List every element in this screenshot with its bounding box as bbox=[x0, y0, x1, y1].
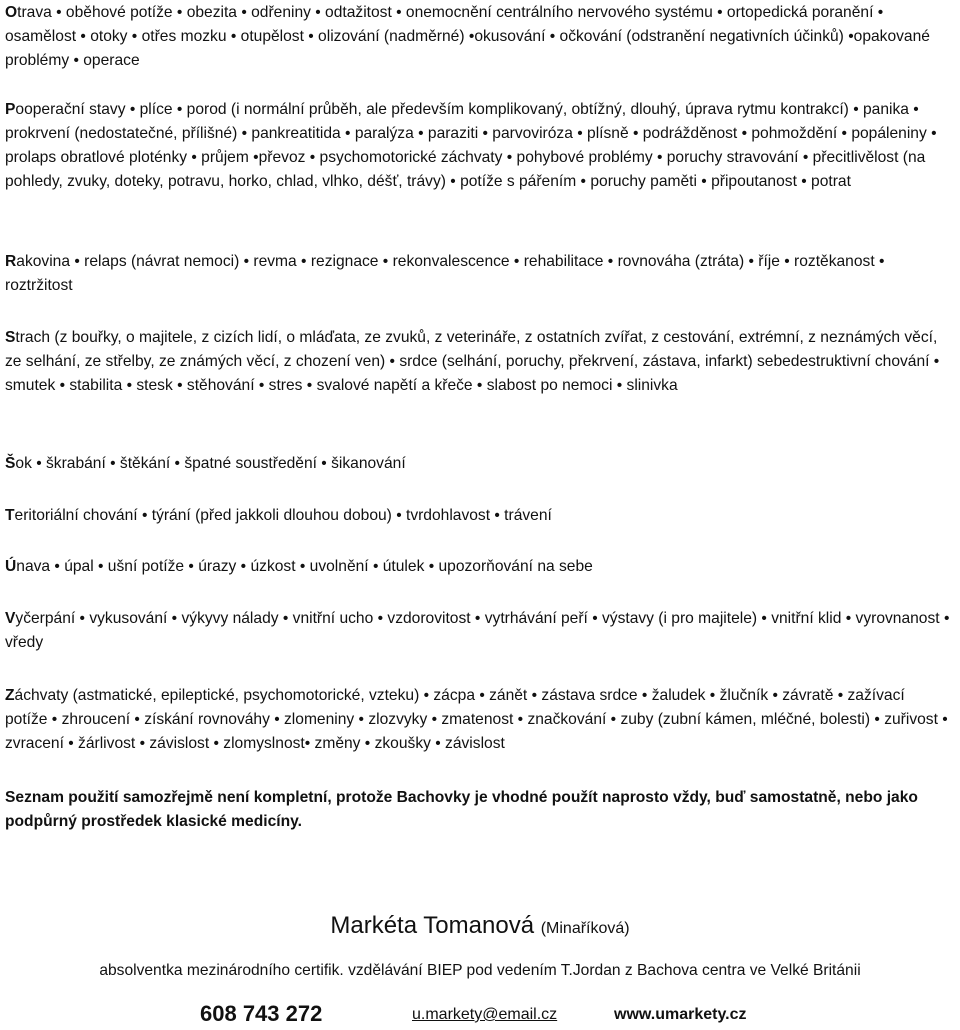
paragraph-text: eritoriální chování • týrání (před jakkoli dlouhou dobou) • tvrdohlavost • trávení bbox=[14, 507, 552, 524]
paragraph-initial: O bbox=[5, 4, 18, 21]
disclaimer-note: Seznam použití samozřejmě není kompletní, protože Bachovky je vhodné použít naprosto vždy, buď samostatně, nebo jako podpůrný prostředek klasické medicíny. bbox=[5, 789, 918, 830]
paragraph-r bbox=[5, 250, 950, 298]
paragraph-initial: P bbox=[5, 101, 16, 118]
paragraph-text: ok • škrabání • štěkání • špatné soustředění • šikanování bbox=[15, 455, 406, 472]
paragraph-z bbox=[5, 684, 950, 756]
author-maiden-name: (Minaříková) bbox=[540, 920, 630, 937]
paragraph-sh bbox=[5, 452, 950, 476]
paragraph-text: yčerpání • vykusování • výkyvy nálady • vnitřní ucho • vzdorovitost • vytrhávání peří • výstavy (i pro majitele) • vnitřní klid • vyrovnanost • vředy bbox=[5, 610, 950, 651]
phone-number: 608 743 272 bbox=[200, 1001, 323, 1026]
paragraph-u bbox=[5, 555, 950, 579]
paragraph-s bbox=[5, 326, 950, 398]
paragraph-text: nava • úpal • ušní potíže • úrazy • úzkost • uvolnění • útulek • upozorňování na sebe bbox=[16, 558, 593, 575]
paragraph-initial: R bbox=[5, 253, 17, 270]
website-link[interactable]: www.umarkety.cz bbox=[614, 1006, 747, 1023]
author-name-text: Markéta Tomanová bbox=[330, 912, 535, 939]
paragraph-initial: V bbox=[5, 610, 16, 627]
paragraph-initial: S bbox=[5, 329, 16, 346]
paragraph-text: trach (z bouřky, o majitele, z cizích lidí, o mláďata, ze zvuků, z veterináře, z ostatních zvířat, z cestování, extrémní, z neznámých věcí, ze selhání, ze střelby, ze známých věcí, z chození ven) • srdce (selhání, poruchy, překrvení, zástava, infarkt) sebedestruktivní chování • smutek • stabilita • stesk • stěhování • stres • svalové napětí a křeče • slabost po nemoci • slinivka bbox=[5, 329, 940, 394]
paragraph-text: trava • oběhové potíže • obezita • odřeniny • odtažitost • onemocnění centrálního nervového systému • ortopedická poranění • osamělost • otoky • otřes mozku • otupělost • olizování (nadměrné) •okusování • očkování (odstranění negativních účinků) •opakované problémy • operace bbox=[5, 4, 930, 69]
paragraph-text: áchvaty (astmatické, epileptické, psychomotorické, vzteku) • zácpa • zánět • zástava srdce • žaludek • žlučník • závratě • zažívací potíže • zhroucení • získání rovnováhy • zlomeniny • zlozvyky • zmatenost • značkování • zuby (zubní kámen, mléčné, bolesti) • zuřivost • zvracení • žárlivost • závislost • zlomyslnost• změny • zkoušky • závislost bbox=[5, 687, 948, 752]
paragraph-o bbox=[5, 1, 950, 73]
author-name bbox=[0, 910, 960, 945]
paragraph-text: ooperační stavy • plíce • porod (i normální průběh, ale především komplikovaný, obtížný, dlouhý, úprava rytmu kontrakcí) • panika • prokrvení (nedostatečné, přílišné) • pankreatitida • paralýza • paraziti • parvoviróza • plísně • podrážděnost • pohmoždění • popáleniny • prolaps obratlové ploténky • průjem •převoz • psychomotorické záchvaty • pohybové problémy • poruchy stravování • přecitlivělost (na pohledy, zvuky, doteky, potravu, horko, chlad, vlhko, déšť, trávy) • potíže s pářením • poruchy paměti • připoutanost • potrat bbox=[5, 101, 937, 190]
paragraph-text: akovina • relaps (návrat nemoci) • revma • rezignace • rekonvalescence • rehabilitace • rovnováha (ztráta) • říje • roztěkanost • roztržitost bbox=[5, 253, 885, 294]
paragraph-initial: Ú bbox=[5, 558, 17, 575]
paragraph-v bbox=[5, 607, 950, 655]
email-link[interactable]: u.markety@email.cz bbox=[412, 1006, 558, 1023]
paragraph-t bbox=[5, 504, 950, 528]
paragraph-initial: Z bbox=[5, 687, 15, 704]
paragraph-initial: Š bbox=[5, 455, 16, 472]
contact-row bbox=[0, 998, 960, 1030]
paragraph-initial: T bbox=[5, 507, 15, 524]
author-credentials: absolventka mezinárodního certifik. vzdělávání BIEP pod vedením T.Jordan z Bachova centra ve Velké Británii bbox=[99, 962, 861, 979]
paragraph-p bbox=[5, 98, 950, 194]
